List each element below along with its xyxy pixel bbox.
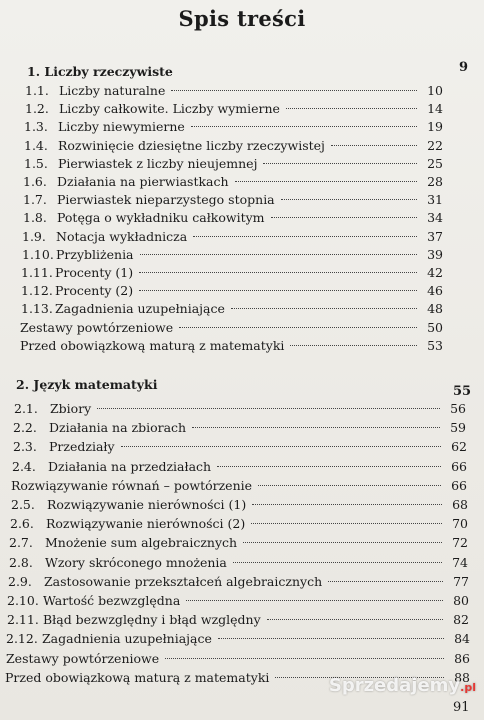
leader-dots [281, 199, 417, 200]
watermark [329, 675, 476, 696]
toc-row-page: 80 [453, 593, 469, 608]
leader-dots [191, 126, 417, 127]
toc-row [25, 81, 443, 100]
leader-dots [139, 290, 417, 291]
toc-row [12, 457, 467, 476]
toc-row [24, 117, 443, 136]
toc-row-number: 1.4. [24, 137, 48, 153]
toc-row-page: 77 [453, 573, 469, 589]
toc-row [24, 136, 443, 155]
section-2-page: 55 [453, 384, 472, 399]
toc-row [13, 437, 467, 456]
toc-row-title: Pierwiastek z liczby nieujemnej [58, 155, 258, 171]
leader-dots [263, 163, 417, 164]
toc-row-title: Mnożenie sum algebraicznych [45, 535, 238, 551]
page-title: Spis treści [178, 6, 306, 31]
toc-row-number: 1.7. [23, 192, 47, 208]
toc-row [25, 99, 443, 118]
toc-row-page: 72 [452, 535, 468, 551]
toc-row-title: Rozwiązywanie nierówności (1) [47, 497, 247, 512]
toc-row-number: 1.1. [25, 83, 49, 98]
toc-row-page: 28 [427, 174, 443, 189]
last-page-number: 91 [453, 700, 470, 715]
toc-row-number: 1.10. [22, 246, 54, 262]
toc-row-number: 2.6. [10, 516, 34, 532]
toc-row [21, 299, 443, 318]
toc-row [7, 610, 469, 629]
toc-row-number: 2.3. [13, 439, 37, 455]
toc-row-title: Przybliżenia [56, 246, 134, 262]
toc-row-page: 14 [427, 101, 443, 117]
toc-row-number: 1.2. [25, 101, 49, 117]
toc-row-title: Liczby naturalne [59, 83, 166, 98]
toc-row [9, 533, 468, 552]
toc-row [11, 495, 468, 514]
leader-dots [258, 485, 441, 486]
leader-dots [286, 108, 417, 109]
toc-row-title: Rozwiązywanie równań – powtórzenie [11, 477, 253, 493]
leader-dots [252, 504, 442, 505]
toc-row-number: 2.5. [11, 497, 35, 512]
toc-row-number: 2.7. [9, 535, 33, 551]
toc-row-number: 2.8. [9, 554, 33, 570]
toc-row-page: 84 [454, 631, 470, 647]
toc-row [22, 245, 443, 264]
leader-dots [290, 345, 417, 346]
toc-row-number: 2.10. [7, 593, 39, 608]
toc-row-number: 1.5. [24, 155, 48, 171]
toc-row-page: 50 [427, 319, 443, 335]
toc-row-number: 2.9. [8, 573, 32, 589]
toc-row-number: 2.11. [7, 612, 39, 628]
toc-row-title: Rozwinięcie dziesiętne liczby rzeczywistej [58, 137, 325, 153]
leader-dots [271, 217, 417, 218]
toc-row-title: Zestawy powtórzeniowe [20, 319, 174, 335]
toc-row-title: Działania na pierwiastkach [57, 174, 229, 189]
leader-dots [243, 542, 442, 543]
leader-dots [121, 446, 441, 447]
toc-row [10, 514, 468, 533]
toc-row-page: 37 [427, 228, 443, 244]
leader-dots [217, 466, 441, 467]
toc-row-page: 70 [452, 516, 468, 532]
toc-row-page: 39 [427, 246, 443, 262]
toc-row-title: Potęga o wykładniku całkowitym [57, 210, 265, 226]
toc-row-page: 22 [427, 137, 443, 153]
leader-dots [235, 181, 417, 182]
toc-row-number: 1.8. [23, 210, 47, 226]
toc-row-page: 10 [427, 83, 443, 98]
toc-row [14, 399, 466, 418]
leader-dots [179, 327, 417, 328]
leader-dots [251, 523, 442, 524]
toc-row-page: 25 [427, 155, 443, 171]
toc-row [23, 190, 443, 209]
toc-row-number: 1.11. [21, 265, 53, 280]
leader-dots [328, 581, 443, 582]
leader-dots [233, 562, 442, 563]
toc-row-page: 53 [427, 337, 443, 353]
toc-row-title: Pierwiastek nieparzystego stopnia [57, 192, 275, 208]
watermark-suffix: .pl [460, 681, 476, 694]
toc-row-number: 2.4. [12, 458, 36, 474]
watermark-text: Sprzedajemy [328, 675, 461, 696]
toc-row [11, 476, 467, 495]
leader-dots [186, 600, 443, 601]
leader-dots [171, 90, 417, 91]
toc-row-page: 74 [452, 554, 468, 570]
toc-row-title: Działania na przedziałach [48, 458, 212, 474]
toc-row-number: 2.2. [13, 420, 37, 436]
toc-row-number: 1.9. [22, 228, 46, 244]
toc-row-title: Liczby całkowite. Liczby wymierne [59, 101, 280, 117]
toc-row-title: Rozwiązywanie nierówności (2) [46, 516, 246, 532]
toc-row-number: 1.6. [23, 174, 47, 189]
toc-row [7, 591, 469, 610]
toc-row-title: Procenty (1) [55, 265, 134, 280]
toc-row-page: 62 [451, 439, 467, 455]
toc-row-number: 2.12. [6, 631, 38, 647]
toc-row [20, 318, 443, 337]
toc-row-page: 82 [453, 612, 469, 628]
toc-row-page: 34 [427, 210, 443, 226]
toc-row-title: Przed obowiązkową maturą z matematyki [5, 669, 270, 685]
toc-row-title: Zagadnienia uzupełniające [55, 301, 225, 317]
toc-row [8, 572, 469, 591]
toc-row-page: 31 [427, 192, 443, 208]
toc-row-page: 66 [451, 477, 467, 493]
leader-dots [139, 272, 417, 273]
section-1-page: 9 [459, 60, 469, 75]
leader-dots [331, 145, 417, 146]
toc-row [23, 172, 443, 191]
toc-row [21, 281, 443, 300]
leader-dots [165, 658, 444, 659]
toc-row-page: 88 [454, 669, 470, 685]
leader-dots [193, 236, 417, 237]
toc-row [6, 629, 470, 648]
leader-dots [267, 619, 443, 620]
toc-row-title: Procenty (2) [55, 283, 134, 299]
toc-row-number: 1.13. [21, 301, 53, 317]
toc-row-page: 59 [450, 420, 466, 436]
toc-row [20, 336, 443, 355]
toc-row [24, 154, 443, 173]
toc-row-title: Wzory skróconego mnożenia [45, 554, 227, 570]
toc-row [9, 553, 468, 572]
toc-row-number: 1.3. [24, 119, 48, 135]
section-2-title: 2. Język matematyki [16, 377, 158, 392]
toc-row-title: Zestawy powtórzeniowe [6, 650, 160, 666]
toc-row-page: 42 [427, 265, 443, 280]
toc-row-page: 66 [451, 458, 467, 474]
toc-row-title: Błąd bezwzględny i błąd względny [43, 612, 261, 628]
toc-row-title: Zastosowanie przekształceń algebraicznych [44, 573, 323, 589]
toc-row-title: Zagadnienia uzupełniające [42, 631, 212, 647]
toc-row-title: Liczby niewymierne [58, 119, 185, 135]
toc-row-page: 48 [427, 301, 443, 317]
leader-dots [192, 427, 440, 428]
toc-row [21, 263, 443, 282]
toc-row-page: 46 [427, 283, 443, 299]
toc-row [6, 649, 470, 668]
leader-dots [140, 254, 417, 255]
toc-row-title: Wartość bezwzględna [43, 593, 181, 608]
leader-dots [218, 638, 444, 639]
toc-row-title: Zbiory [50, 401, 92, 416]
toc-row-page: 68 [452, 497, 468, 512]
toc-row [13, 418, 466, 437]
toc-row-number: 1.12. [21, 283, 53, 299]
toc-row-title: Działania na zbiorach [49, 420, 187, 436]
leader-dots [97, 408, 440, 409]
toc-row-number: 2.1. [14, 401, 38, 416]
toc-row-page: 56 [450, 401, 466, 416]
toc-row-title: Notacja wykładnicza [56, 228, 188, 244]
toc-row-page: 86 [454, 650, 470, 666]
toc-row [23, 208, 443, 227]
toc-row-title: Przedziały [49, 439, 115, 455]
toc-row [22, 227, 443, 246]
leader-dots [231, 308, 417, 309]
toc-row-page: 19 [427, 119, 443, 135]
toc-row-title: Przed obowiązkową maturą z matematyki [20, 337, 285, 353]
section-1-title: 1. Liczby rzeczywiste [27, 64, 173, 79]
